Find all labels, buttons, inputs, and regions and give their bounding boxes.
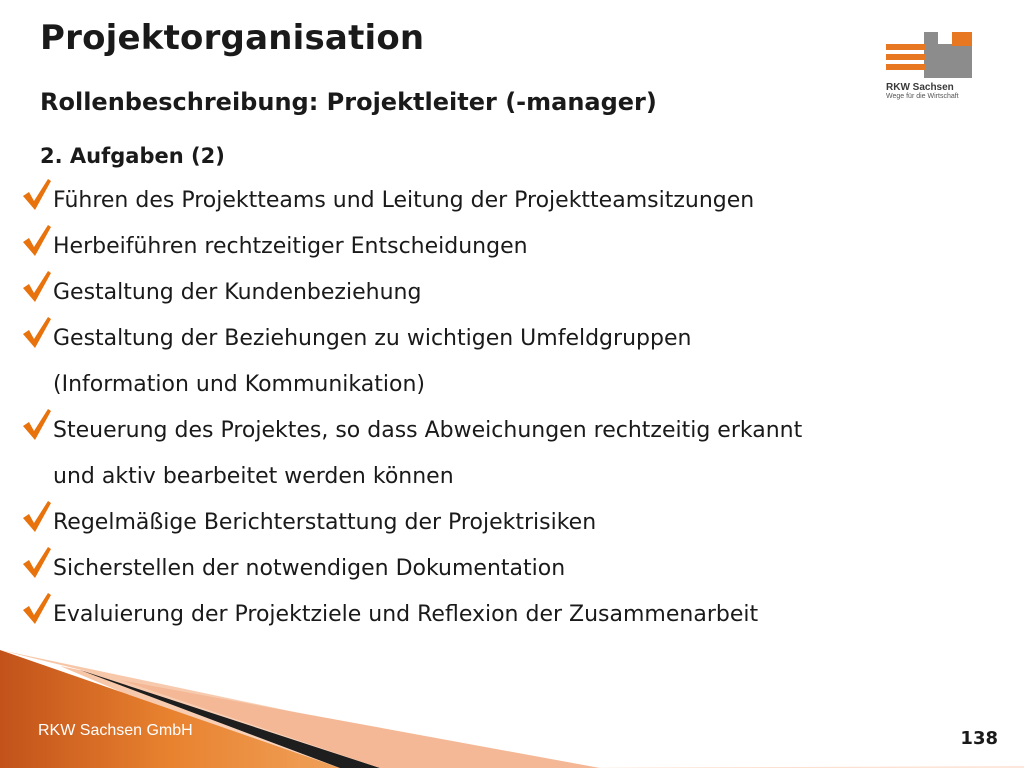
- list-item-text: Gestaltung der Beziehungen zu wichtigen Umfeldgruppen: [53, 326, 692, 351]
- checkmark-icon: [20, 176, 52, 212]
- footer-company: RKW Sachsen GmbH: [38, 722, 193, 739]
- list-item-text: Führen des Projektteams und Leitung der Projektteamsitzungen: [53, 188, 755, 213]
- list-item-text: Regelmäßige Berichterstattung der Projektrisiken: [53, 510, 597, 535]
- checkmark-icon: [20, 590, 52, 626]
- list-item-text-continued: (Information und Kommunikation): [53, 372, 425, 397]
- checkmark-icon: [20, 406, 52, 442]
- list-item-text: Steuerung des Projektes, so dass Abweichungen rechtzeitig erkannt: [53, 418, 803, 443]
- checkmark-icon: [20, 314, 52, 350]
- page-number: 138: [960, 728, 998, 749]
- footer-decoration: [0, 640, 1024, 768]
- slide-title: Projektorganisation: [40, 18, 425, 58]
- checkmark-icon: [20, 544, 52, 580]
- list-item: [20, 500, 980, 546]
- list-item: [20, 408, 980, 500]
- list-item-text: Evaluierung der Projektziele und Reflexion der Zusammenarbeit: [53, 602, 759, 627]
- checkmark-icon: [20, 222, 52, 258]
- checkmark-icon: [20, 268, 52, 304]
- list-item-text: Sicherstellen der notwendigen Dokumentation: [53, 556, 566, 581]
- checkmark-icon: [20, 498, 52, 534]
- list-item-text-continued: und aktiv bearbeitet werden können: [53, 464, 454, 489]
- logo-text: [886, 82, 986, 100]
- task-list: [20, 178, 980, 638]
- list-item: [20, 592, 980, 638]
- slide-subtitle: Rollenbeschreibung: Projektleiter (-manager): [40, 88, 657, 116]
- logo-name: RKW Sachsen: [886, 82, 954, 93]
- list-item: [20, 270, 980, 316]
- list-item: [20, 316, 980, 408]
- section-heading: 2. Aufgaben (2): [40, 144, 225, 168]
- list-item: [20, 224, 980, 270]
- list-item: [20, 546, 980, 592]
- logo-claim: Wege für die Wirtschaft: [886, 93, 959, 100]
- list-item-text: Gestaltung der Kundenbeziehung: [53, 280, 422, 305]
- list-item-text: Herbeiführen rechtzeitiger Entscheidungen: [53, 234, 528, 259]
- list-item: [20, 178, 980, 224]
